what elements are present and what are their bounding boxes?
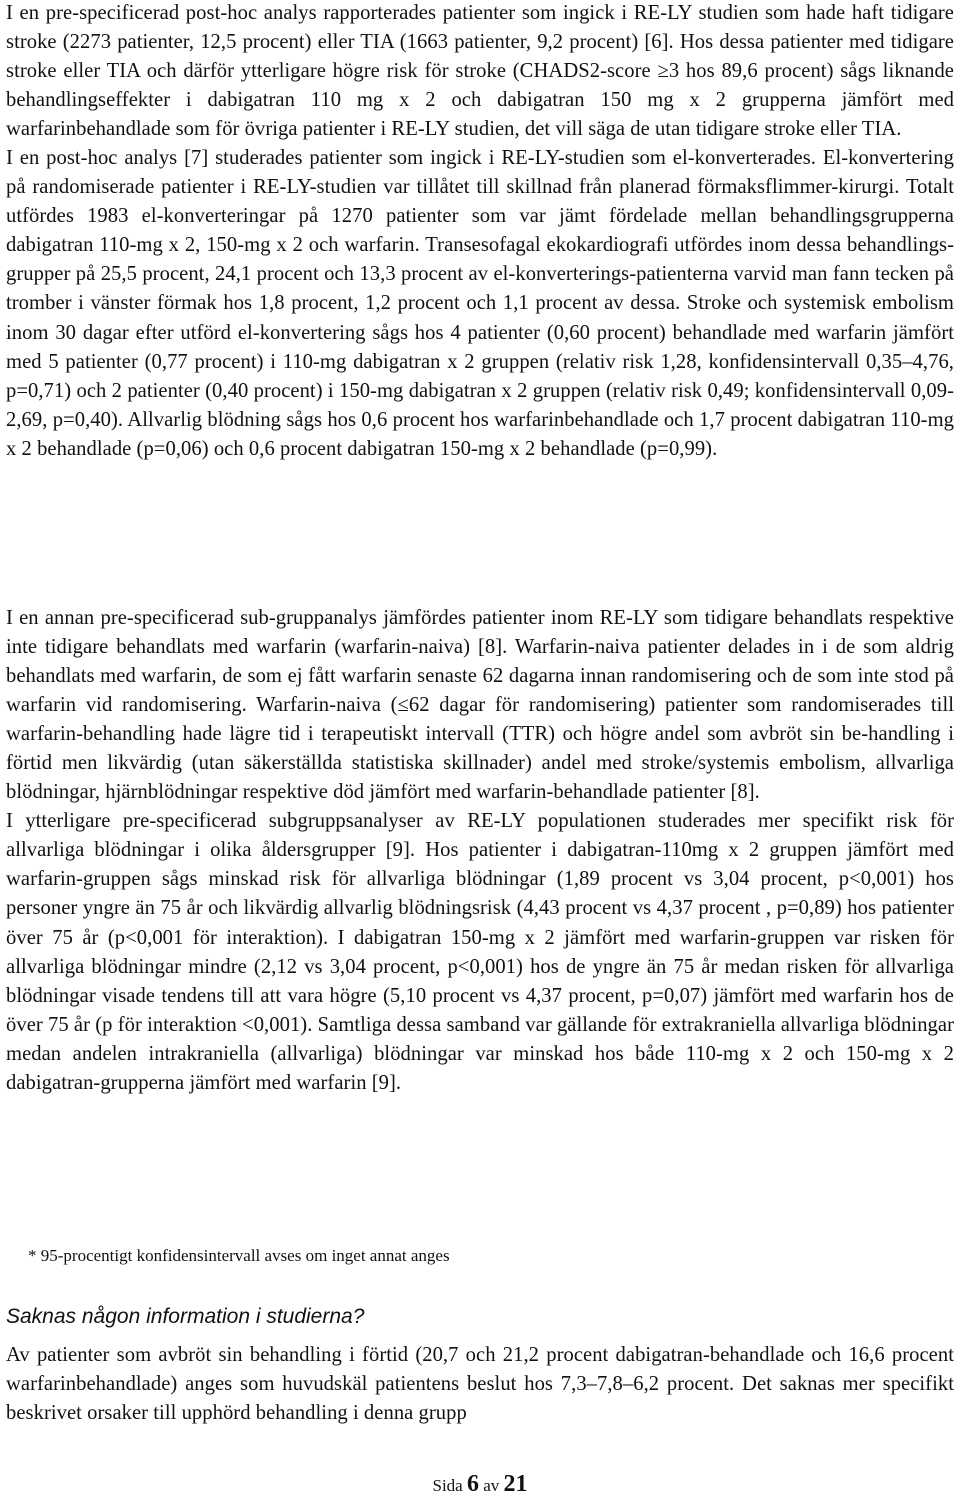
paragraph-text: I en annan pre-specificerad sub-gruppanalys jämfördes patienter inom RE-LY som tidigare behandlats respektive inte tidigare behandlats med warfarin (warfarin-naiva) [8]. Warfarin-naiva patienter delades in i de som aldrig behandlats med warfarin, de som ej fått warfarin senaste 62 dagarna innan randomisering och de som inte stod på warfarin vid randomisering. Warfarin-naiva (≤62 dagar för randomisering) patienter som randomiserades till warfarin-behandling hade lägre tid i terapeutiskt intervall (TTR) och högre andel som avbröt sin be-handling i förtid men likvärdig (utan säkerställda statistiska skillnader) andel med stroke/systemis embolism, allvarliga blödningar, hjärnblödningar respektive död jämfört med warfarin-behandlade patienter [8]. bbox=[6, 607, 954, 804]
paragraph-block-3 bbox=[6, 1341, 954, 1428]
paragraph-text: Av patienter som avbröt sin behandling i förtid (20,7 och 21,2 procent dabigatran-behandlade och 16,6 procent warfarinbehandlade) anges som huvudskäl patientens beslut hos 7,3–7,8–6,2 procent. Det saknas mer specifikt beskrivet orsaker till upphörd behandling i denna grupp bbox=[6, 1344, 954, 1425]
footer-prefix: Sida bbox=[432, 1476, 463, 1495]
paragraph-text: I ytterligare pre-specificerad subgruppsanalyser av RE-LY populationen studerades mer specifikt risk för allvarliga blödningar i olika åldersgrupper [9]. Hos patienter i dabigatran-110mg x 2 gruppen jämfört med warfarin-gruppen sågs minskad risk för allvarliga blödningar (1,89 procent vs 3,04 procent, p<0,001) hos personer yngre än 75 år och likvärdig allvarlig blödningsrisk (4,43 procent vs 4,37 procent , p=0,89) hos patienter över 75 år (p<0,001 för interaktion). I dabigatran 150-mg x 2 jämfört med warfarin-gruppen var risken för allvarliga blödningar mindre (2,12 vs 3,04 procent, p<0,001) hos de yngre än 75 år medan risken för allvarliga blödningar visade tendens till att vara högre (5,10 procent vs 4,37 procent, p=0,07) jämfört med warfarin hos de över 75 år (p för interaktion <0,001). Samtliga dessa samband var gällande för extrakraniella allvarliga blödningar medan andelen intrakraniella (allvarliga) blödningar var minskad hos både 110-mg x 2 och 150-mg x 2 dabigatran-grupperna jämfört med warfarin [9]. bbox=[6, 810, 954, 1094]
paragraph-text: I en post-hoc analys [7] studerades patienter som ingick i RE-LY-studien som el-konverterades. El-konvertering på randomiserade patienter i RE-LY-studien var tillåtet till skillnad från planerad förmaksflimmer-kirurgi. Totalt utfördes 1983 el-konverteringar på 1270 patienter som var jämt fördelade mellan behandlingsgrupperna dabigatran 110-mg x 2, 150-mg x 2 och warfarin. Transesofagal ekokardiografi utfördes inom dessa behandlings-grupper på 25,5 procent, 24,1 procent och 13,3 procent av el-konverterings-patienterna varvid man fann tecken på tromber i vänster förmak hos 1,8 procent, 1,2 procent och 1,1 procent av dessa. Stroke och systemisk embolism inom 30 dagar efter utförd el-konvertering sågs hos 4 patienter (0,60 procent) behandlade med warfarin jämfört med 5 patienter (0,77 procent) i 110-mg dabigatran x 2 gruppen (relativ risk 1,28, konfidensintervall 0,35–4,76, p=0,71) och 2 patienter (0,40 procent) i 150-mg dabigatran x 2 gruppen (relativ risk 0,49; konfidensintervall 0,09-2,69, p=0,40). Allvarlig blödning sågs hos 0,6 procent hos warfarinbehandlade och 1,7 procent dabigatran 110-mg x 2 behandlade (p=0,06) och 0,6 procent dabigatran 150-mg x 2 behandlade (p=0,99). bbox=[6, 147, 954, 460]
footer-middle: av bbox=[483, 1476, 500, 1495]
total-page-count: 21 bbox=[503, 1471, 528, 1497]
current-page-number: 6 bbox=[466, 1471, 479, 1497]
paragraph-text: I en pre-specificerad post-hoc analys rapporterades patienter som ingick i RE-LY studien som hade haft tidigare stroke (2273 patienter, 12,5 procent) eller TIA (1663 patienter, 9,2 procent) [6]. Hos dessa patienter med tidigare stroke eller TIA och därför ytterligare högre risk för stroke (CHADS2-score ≥3 hos 89,6 procent) sågs liknande behandlingseffekter i dabigatran 110 mg x 2 och dabigatran 150 mg x 2 grupperna jämfört med warfarinbehandlade som för övriga patienter i RE-LY studien, det vill säga de utan tidigare stroke eller TIA. bbox=[6, 2, 954, 141]
section-heading: Saknas någon information i studierna? bbox=[6, 1305, 365, 1328]
paragraph-block-1 bbox=[6, 0, 954, 464]
footnote: * 95-procentigt konfidensintervall avses om inget annat anges bbox=[28, 1246, 450, 1265]
paragraph-block-2 bbox=[6, 604, 954, 1098]
